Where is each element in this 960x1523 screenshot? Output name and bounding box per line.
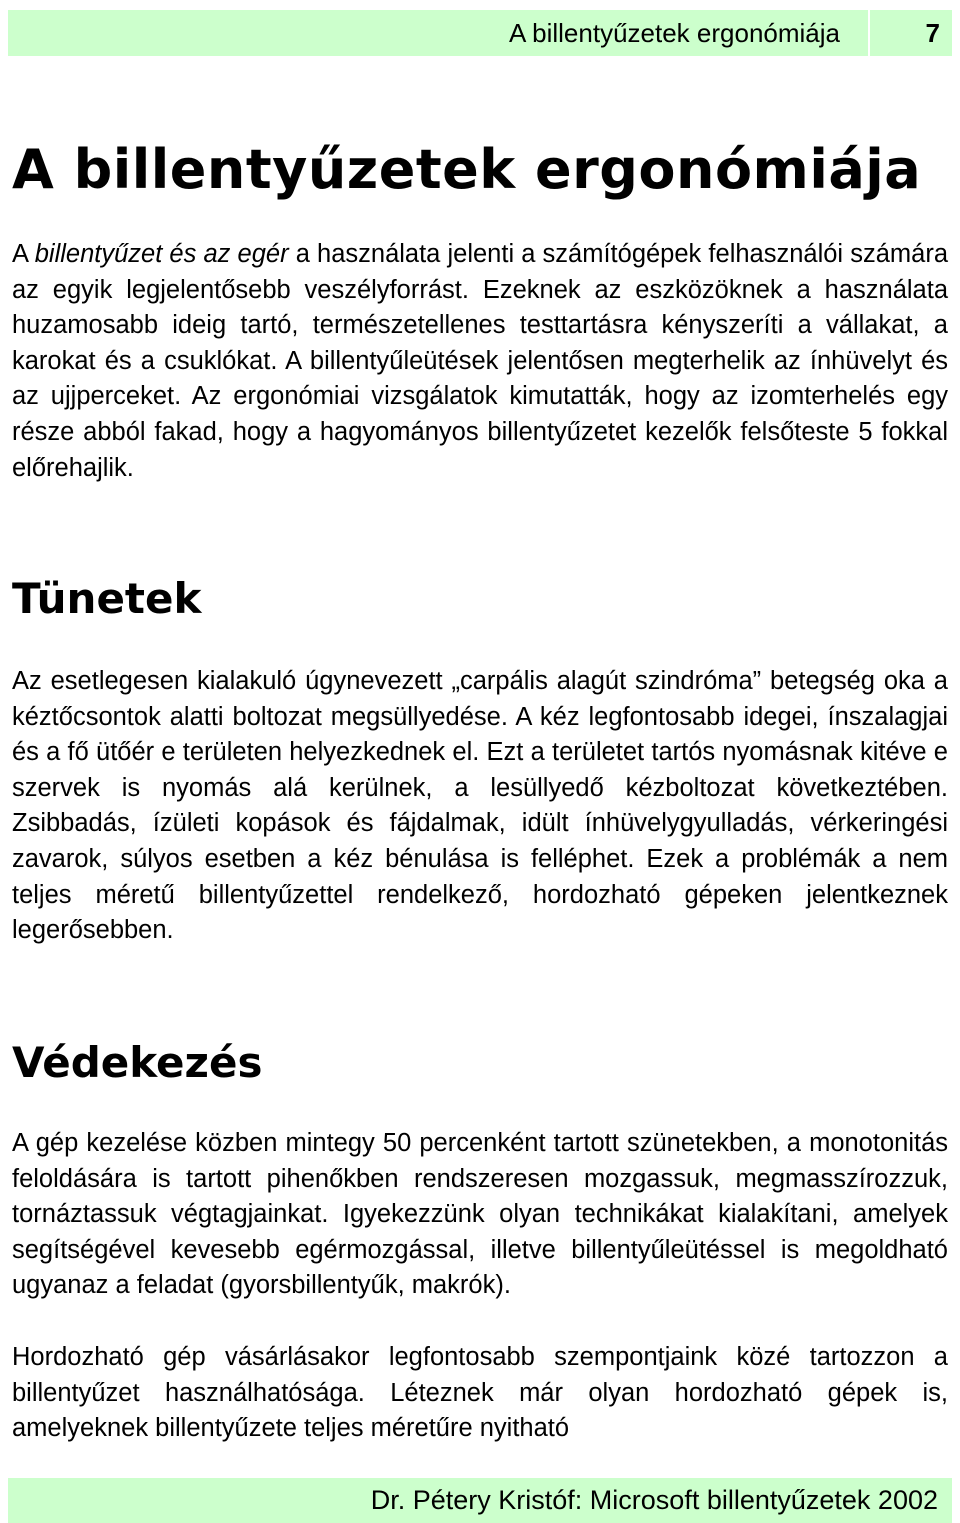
section-heading-symptoms: Tünetek bbox=[12, 574, 202, 623]
section-heading-protection: Védekezés bbox=[12, 1038, 263, 1087]
page-number: 7 bbox=[925, 18, 940, 48]
protection-paragraph-2: Hordozható gép vásárlásakor legfontosabb szempontjaink közé tartozzon a billentyűzet használhatósága. Léteznek már olyan hordozható gépek is, amelyeknek billentyűzete teljes méretűre nyitható bbox=[12, 1343, 948, 1443]
symptoms-paragraph: Az esetlegesen kialakuló úgynevezett „carpális alagút szindróma” betegség oka a kéztőcsontok alatti boltozat megsüllyedése. A kéz legfontosabb idegei, ínszalagjai és a fő ütőér e területen helyezkednek el. Ezt a területet tartós nyomásnak kitéve e szervek is nyomás alá kerülnek, a lesüllyedő kézboltozat következtében. Zsibbadás, ízületi kopások és fájdalmak, idült ínhüvelygyulladás, vérkeringési zavarok, súlyos esetben a kéz bénulása is felléphet. Ezek a problémák a nem teljes méretű billentyűzettel rendelkező, hordozható gépeken jelentkeznek legerősebben. bbox=[12, 667, 948, 945]
running-title: A billentyűzetek ergonómiája bbox=[509, 18, 840, 48]
page-title: A billentyűzetek ergonómiája bbox=[12, 138, 922, 201]
intro-italic: billentyűzet és az egér bbox=[34, 240, 289, 268]
intro-prefix: A bbox=[12, 240, 35, 268]
page-header bbox=[8, 10, 952, 56]
page-footer: Dr. Pétery Kristóf: Microsoft billentyűzetek 2002 bbox=[8, 1478, 952, 1523]
protection-paragraph-1: A gép kezelése közben mintegy 50 percenként tartott szünetekben, a monotonitás feloldására is tartott pihenőkben rendszeresen mozgassuk, megmasszírozzuk, tornáztassuk végtagjainkat. Igyekezzünk olyan technikákat kialakítani, amelyek segítségével kevesebb egérmozgással, illetve billentyűleütéssel is megoldható ugyanaz a feladat (gyorsbillentyűk, makrók). bbox=[12, 1129, 948, 1300]
intro-rest: a használata jelenti a számítógépek felhasználói számára az egyik legjelentősebb veszélyforrást. Ezeknek az eszközöknek a használata huzamosabb ideig tartó, természetellenes testtartásra kényszeríti a vállakat, a karokat és a csuklókat. A billentyűleütések jelentősen megterhelik az ínhüvelyt és az ujjperceket. Az ergonómiai vizsgálatok kimutatták, hogy az izomterhelés egy része abból fakad, hogy a hagyományos billentyűzetet kezelők felsőteste 5 fokkal előrehajlik. bbox=[12, 240, 948, 482]
intro-paragraph bbox=[12, 237, 948, 486]
